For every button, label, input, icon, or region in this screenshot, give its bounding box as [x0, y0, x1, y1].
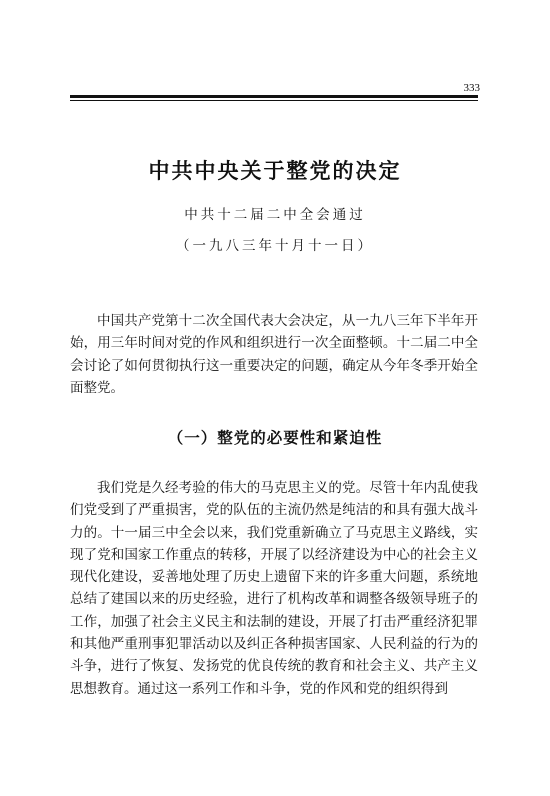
section-paragraph: 我们党是久经考验的伟大的马克思主义的党。尽管十年内乱使我们党受到了严重损害，党的队伍的主流仍然是纯洁的和具有强大战斗力的。十一届三中全会以来，我们党重新确立了马克思主义路线，实现了党和国家工作重点的转移，开展了以经济建设为中心的社会主义现代化建设，妥善地处理了历史上遗留下来的许多重大问题，系统地总结了建国以来的历史经验，进行了机构改革和调整各级领导班子的工作，加强了社会主义民主和法制的建设，开展了打击严重经济犯罪和其他严重刑事犯罪活动以及纠正各种损害国家、人民利益的行为的斗争，进行了恢复、发扬党的优良传统的教育和社会主义、共产主义思想教育。通过这一系列工作和斗争，党的作风和党的组织得到 [70, 480, 478, 697]
document-date: （一九八三年十月十一日） [176, 238, 374, 254]
header-rule-thick [70, 95, 478, 98]
section-heading: （一）整党的必要性和紧迫性 [167, 429, 383, 447]
document-title: 中共中央关于整党的决定 [148, 159, 402, 183]
document-subtitle: 中共十二届二中全会通过 [184, 207, 366, 223]
page-number: 333 [463, 82, 480, 94]
intro-paragraph: 中国共产党第十二次全国代表大会决定，从一九八三年下半年开始，用三年时间对党的作风和组织进行一次全面整顿。十二届二中全会讨论了如何贯彻执行这一重要决定的问题，确定从今年冬季开始全面整党。 [70, 313, 478, 396]
header-rule-thin [70, 100, 478, 101]
